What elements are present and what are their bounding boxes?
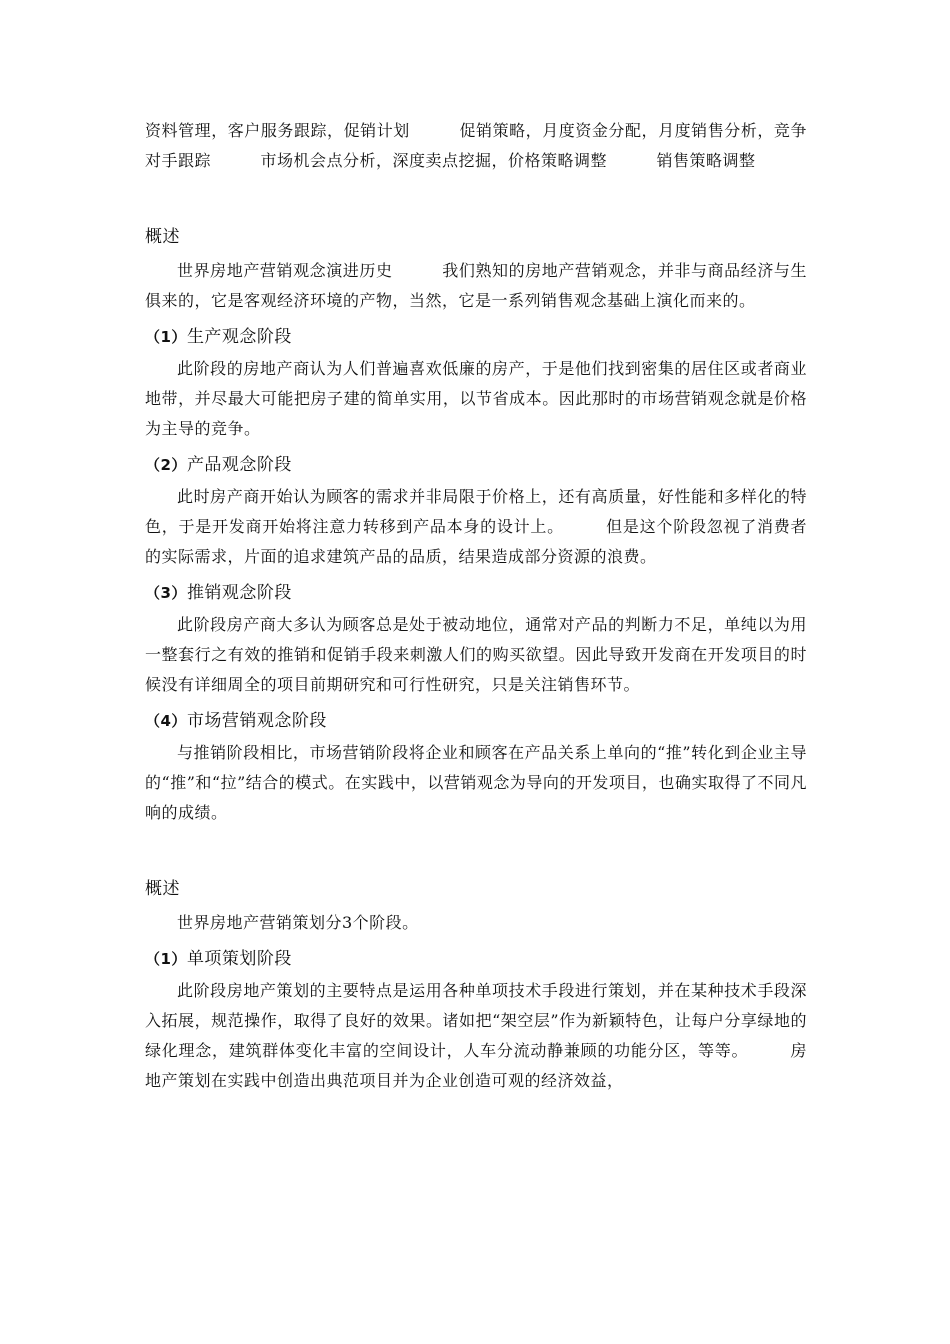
document-body (145, 116, 807, 1096)
stage-heading (145, 450, 807, 480)
stage-number: （3） (145, 584, 187, 602)
stage-heading (145, 944, 807, 974)
stage-number: （4） (145, 712, 187, 730)
stage-number: （1） (145, 950, 187, 968)
stage-heading (145, 706, 807, 736)
stage-paragraph: 此阶段房产商大多认为顾客总是处于被动地位，通常对产品的判断力不足，单纯以为用一整套行之有效的推销和促销手段来刺激人们的购买欲望。因此导致开发商在开发项目的时候没有详细周全的项目前期研究和可行性研究，只是关注销售环节。 (145, 615, 807, 694)
stage-heading (145, 578, 807, 608)
section-title: 概述 (145, 227, 180, 247)
stage-paragraph: 与推销阶段相比，市场营销阶段将企业和顾客在产品关系上单向的“推”转化到企业主导的“推”和“拉”结合的模式。在实践中，以营销观念为导向的开发项目，也确实取得了不同凡响的成绩。 (145, 743, 807, 822)
section-lead-paragraph: 世界房地产营销策划分3个阶段。 (177, 913, 419, 932)
stage-number: （1） (145, 328, 187, 346)
stage-heading-text: 生产观念阶段 (186, 327, 292, 347)
stage-heading-text: 产品观念阶段 (186, 455, 292, 475)
stage-number: （2） (145, 456, 187, 474)
section-title: 概述 (145, 879, 180, 899)
stage-paragraph: 此时房产商开始认为顾客的需求并非局限于价格上，还有高质量，好性能和多样化的特色，于是开发商开始将注意力转移到产品本身的设计上。 但是这个阶段忽视了消费者的实际需求，片面的追求建筑产品的品质，结果造成部分资源的浪费。 (145, 487, 807, 566)
stage-heading-text: 推销观念阶段 (186, 583, 292, 603)
intro-paragraph: 资料管理，客户服务跟踪，促销计划 促销策略，月度资金分配，月度销售分析，竞争对手跟踪 市场机会点分析，深度卖点挖掘，价格策略调整 销售策略调整 (145, 121, 807, 170)
section-lead-paragraph: 世界房地产营销观念演进历史 我们熟知的房地产营销观念，并非与商品经济与生俱来的，它是客观经济环境的产物，当然，它是一系列销售观念基础上演化而来的。 (145, 261, 807, 310)
stage-heading-text: 市场营销观念阶段 (186, 711, 327, 731)
stage-paragraph: 此阶段房地产策划的主要特点是运用各种单项技术手段进行策划，并在某种技术手段深入拓展，规范操作，取得了良好的效果。诸如把“架空层”作为新颖特色，让每户分享绿地的绿化理念，建筑群体变化丰富的空间设计，人车分流动静兼顾的功能分区，等等。 房地产策划在实践中创造出典范项目并为企业创造可观的经济效益， (145, 981, 807, 1090)
stage-heading-text: 单项策划阶段 (186, 949, 292, 969)
stage-paragraph: 此阶段的房地产商认为人们普遍喜欢低廉的房产，于是他们找到密集的居住区或者商业地带，并尽最大可能把房子建的简单实用，以节省成本。因此那时的市场营销观念就是价格为主导的竞争。 (145, 359, 807, 438)
stage-heading (145, 322, 807, 352)
